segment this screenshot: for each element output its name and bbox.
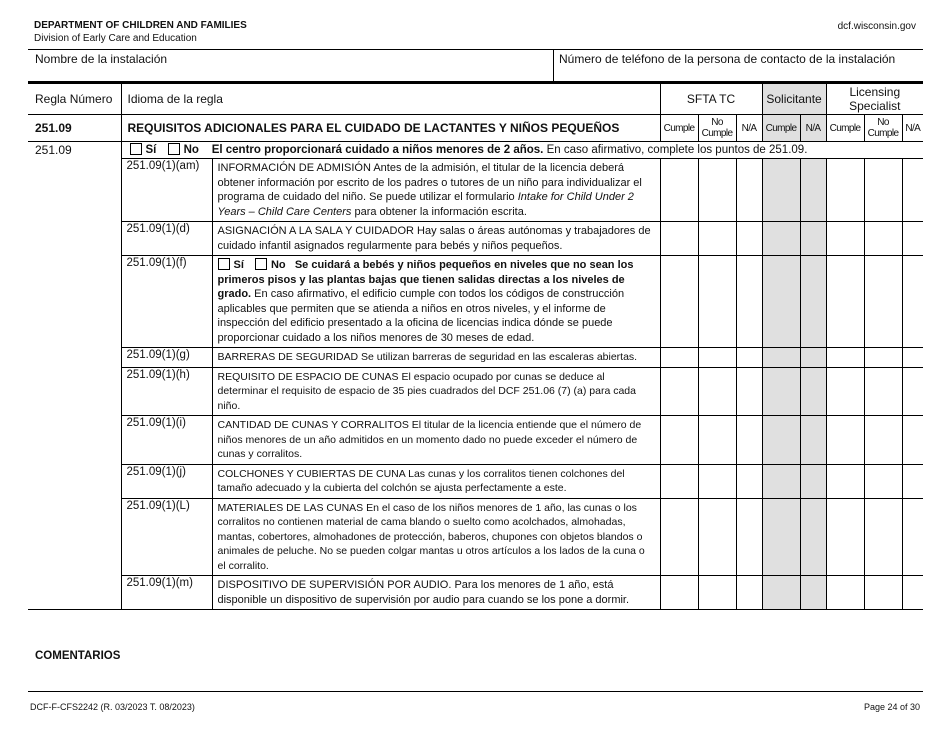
licensing-no-cumple-header: No Cumple <box>864 115 902 142</box>
table-row <box>28 256 923 348</box>
licensing-cumple-cell[interactable] <box>826 576 864 610</box>
licensing-na-cell[interactable] <box>902 348 923 368</box>
licensing-cumple-cell[interactable] <box>826 416 864 465</box>
section-row <box>28 115 923 142</box>
table-row <box>28 498 923 576</box>
sfta-cumple-cell[interactable] <box>660 222 698 256</box>
department-name: DEPARTMENT OF CHILDREN AND FAMILIES <box>34 20 247 31</box>
licensing-no-cumple-cell[interactable] <box>864 159 902 222</box>
table-row <box>28 159 923 222</box>
rule-text-after: para obtener la información escrita. <box>351 205 527 218</box>
table-row <box>28 464 923 498</box>
sfta-na-cell[interactable] <box>736 464 762 498</box>
page-number: Page 24 of 30 <box>863 702 920 712</box>
sfta-cumple-cell[interactable] <box>660 498 698 576</box>
applicant-cumple-cell[interactable] <box>762 576 800 610</box>
applicant-cumple-cell[interactable] <box>762 348 800 368</box>
sfta-no-cumple-cell[interactable] <box>698 367 736 416</box>
lead-question-bold: El centro proporcionará cuidado a niños menores de 2 años. <box>211 144 544 156</box>
rule-number-header: Regla Número <box>28 84 121 115</box>
applicant-header: Solicitante <box>762 84 826 115</box>
facility-name-label: Nombre de la instalación <box>35 52 168 66</box>
table-row <box>28 576 923 610</box>
applicant-na-cell[interactable] <box>800 222 826 256</box>
licensing-no-cumple-cell[interactable] <box>864 464 902 498</box>
rule-text: ASIGNACIÓN A LA SALA Y CUIDADOR Hay salas o áreas autónomas y trabajadores de cuidado infantil asignados regularmente para bebés y niños pequeños. <box>212 222 660 256</box>
yes-label: Sí <box>233 259 244 271</box>
section-number: 251.09 <box>28 115 121 142</box>
table-header-row <box>28 84 923 115</box>
sfta-cumple-cell[interactable] <box>660 464 698 498</box>
rule-id: 251.09(1)(i) <box>121 416 212 465</box>
yes-checkbox[interactable] <box>130 143 142 155</box>
rule-text-main: En caso afirmativo, el edificio cumple con todos los códigos de construcción aplicables que permiten que se atienda a niños en otros niveles, y el informe de inspección del edificio presentado a la oficina de licencias indica dónde se puede proporcionar cuidado a los niños menores de 30 meses de edad. <box>217 288 625 344</box>
rule-text <box>212 256 660 348</box>
sfta-cumple-cell[interactable] <box>660 416 698 465</box>
rule-text: MATERIALES DE LAS CUNAS En el caso de los niños menores de 1 año, las cunas o los corralitos no contienen material de cama blando o suelto como acolchados, almohadas, mantas, cobertores, almohadones de protección, baberos, chupones con objetos blandos o animales de peluche. No se pueden colgar mantas u otros artículos a los lados de la cuna o el corralito. <box>212 498 660 576</box>
sfta-na-cell[interactable] <box>736 222 762 256</box>
form-title: Intake for Child Under 2 Years – Child Care Centers <box>217 191 634 218</box>
applicant-na-header: N/A <box>800 115 826 142</box>
rule-id: 251.09(1)(d) <box>121 222 212 256</box>
licensing-no-cumple-cell[interactable] <box>864 498 902 576</box>
licensing-na-cell[interactable] <box>902 222 923 256</box>
applicant-na-cell[interactable] <box>800 498 826 576</box>
no-checkbox[interactable] <box>168 143 180 155</box>
rule-id: 251.09(1)(am) <box>121 159 212 222</box>
sfta-na-cell[interactable] <box>736 367 762 416</box>
yes-checkbox[interactable] <box>218 258 230 270</box>
sfta-header: SFTA TC <box>660 84 762 115</box>
lead-number-text: 251.09 <box>35 143 72 157</box>
division-name: Division of Early Care and Education <box>34 33 197 44</box>
licensing-na-cell[interactable] <box>902 416 923 465</box>
rule-text <box>212 159 660 222</box>
licensing-no-cumple-cell[interactable] <box>864 256 902 348</box>
sfta-cumple-header: Cumple <box>660 115 698 142</box>
comments-label: COMENTARIOS <box>35 650 121 662</box>
contact-phone-label: Número de teléfono de la persona de contacto de la instalación <box>559 52 896 66</box>
licensing-na-cell[interactable] <box>902 576 923 610</box>
licensing-cumple-cell[interactable] <box>826 256 864 348</box>
applicant-cumple-cell[interactable] <box>762 464 800 498</box>
sfta-no-cumple-cell[interactable] <box>698 498 736 576</box>
rule-text: COLCHONES Y CUBIERTAS DE CUNA Las cunas y los corralitos tienen colchones del tamaño adecuado y la cubierta del colchón se ajusta perfectamente a este. <box>212 464 660 498</box>
checklist-table <box>28 83 923 610</box>
sfta-na-cell[interactable] <box>736 416 762 465</box>
applicant-cumple-cell[interactable] <box>762 367 800 416</box>
footer-divider <box>28 691 923 692</box>
sfta-cumple-cell[interactable] <box>660 159 698 222</box>
sfta-no-cumple-cell[interactable] <box>698 159 736 222</box>
rule-id: 251.09(1)(f) <box>121 256 212 348</box>
yes-label: Sí <box>145 144 157 156</box>
licensing-na-cell[interactable] <box>902 498 923 576</box>
applicant-na-cell[interactable] <box>800 416 826 465</box>
rule-id: 251.09(1)(m) <box>121 576 212 610</box>
rule-text: REQUISITO DE ESPACIO DE CUNAS El espacio ocupado por cunas se deduce al determinar el requisito de espacio de 35 pies cuadrados del DCF 251.06 (7) (a) para cada niño. <box>212 367 660 416</box>
table-row <box>28 348 923 368</box>
rule-text-bold: Se cuidará a bebés y niños pequeños en niveles que no sean los primeros pisos y las plantas bajas que tienen salidas directas a los niveles de grado. <box>217 259 634 300</box>
licensing-no-cumple-cell[interactable] <box>864 348 902 368</box>
applicant-na-cell[interactable] <box>800 256 826 348</box>
sfta-cumple-cell[interactable] <box>660 256 698 348</box>
rule-text: CANTIDAD DE CUNAS Y CORRALITOS El titular de la licencia entiende que el número de niños menores de un año admitidos en un momento dado no puede exceder el número de cunas y corralitos. <box>212 416 660 465</box>
form-id: DCF-F-CFS2242 (R. 03/2023 T. 08/2023) <box>30 702 195 712</box>
licensing-header: Licensing Specialist <box>826 84 923 115</box>
applicant-na-cell[interactable] <box>800 348 826 368</box>
sfta-cumple-cell[interactable] <box>660 576 698 610</box>
licensing-cumple-cell[interactable] <box>826 498 864 576</box>
applicant-cumple-cell[interactable] <box>762 498 800 576</box>
table-row <box>28 416 923 465</box>
sfta-no-cumple-cell[interactable] <box>698 348 736 368</box>
licensing-cumple-cell[interactable] <box>826 348 864 368</box>
applicant-na-cell[interactable] <box>800 464 826 498</box>
licensing-cumple-cell[interactable] <box>826 464 864 498</box>
rule-id: 251.09(1)(h) <box>121 367 212 416</box>
lead-question-rest: En caso afirmativo, complete los puntos de 251.09. <box>543 144 808 156</box>
facility-name-field[interactable] <box>28 50 554 81</box>
rule-language-header: Idioma de la regla <box>121 84 660 115</box>
sfta-na-cell[interactable] <box>736 159 762 222</box>
sfta-no-cumple-cell[interactable] <box>698 416 736 465</box>
rule-id: 251.09(1)(j) <box>121 464 212 498</box>
lead-question-row <box>28 142 923 159</box>
licensing-cumple-cell[interactable] <box>826 367 864 416</box>
sfta-na-cell[interactable] <box>736 256 762 348</box>
table-row <box>28 222 923 256</box>
applicant-cumple-cell[interactable] <box>762 159 800 222</box>
sfta-no-cumple-cell[interactable] <box>698 256 736 348</box>
rule-text: DISPOSITIVO DE SUPERVISIÓN POR AUDIO. Para los menores de 1 año, está disponible un dispositivo de supervisión por audio para cuando se los pone a dormir. <box>212 576 660 610</box>
no-label: No <box>183 144 199 156</box>
licensing-na-cell[interactable] <box>902 159 923 222</box>
licensing-na-cell[interactable] <box>902 464 923 498</box>
contact-phone-field[interactable] <box>554 50 923 81</box>
applicant-cumple-cell[interactable] <box>762 222 800 256</box>
licensing-cumple-header: Cumple <box>826 115 864 142</box>
sfta-cumple-cell[interactable] <box>660 348 698 368</box>
lead-question <box>121 142 923 159</box>
sfta-na-cell[interactable] <box>736 498 762 576</box>
sfta-no-cumple-cell[interactable] <box>698 464 736 498</box>
licensing-no-cumple-cell[interactable] <box>864 367 902 416</box>
sfta-no-cumple-cell[interactable] <box>698 222 736 256</box>
sfta-na-cell[interactable] <box>736 576 762 610</box>
sfta-na-cell[interactable] <box>736 348 762 368</box>
licensing-na-header: N/A <box>902 115 923 142</box>
sfta-no-cumple-cell[interactable] <box>698 576 736 610</box>
rule-id: 251.09(1)(g) <box>121 348 212 368</box>
sfta-cumple-cell[interactable] <box>660 367 698 416</box>
rule-id: 251.09(1)(L) <box>121 498 212 576</box>
licensing-na-cell[interactable] <box>902 367 923 416</box>
table-row <box>28 367 923 416</box>
rule-text: BARRERAS DE SEGURIDAD Se utilizan barreras de seguridad en las escaleras abiertas. <box>212 348 660 368</box>
applicant-na-cell[interactable] <box>800 576 826 610</box>
sfta-no-cumple-header: No Cumple <box>698 115 736 142</box>
sfta-na-header: N/A <box>736 115 762 142</box>
licensing-no-cumple-cell[interactable] <box>864 222 902 256</box>
website: dcf.wisconsin.gov <box>837 21 916 32</box>
applicant-cumple-cell[interactable] <box>762 416 800 465</box>
licensing-no-cumple-cell[interactable] <box>864 416 902 465</box>
licensing-na-cell[interactable] <box>902 256 923 348</box>
no-label: No <box>270 259 286 271</box>
applicant-cumple-cell[interactable] <box>762 256 800 348</box>
licensing-no-cumple-cell[interactable] <box>864 576 902 610</box>
licensing-cumple-cell[interactable] <box>826 222 864 256</box>
lead-rule-number <box>28 142 121 610</box>
applicant-cumple-header: Cumple <box>762 115 800 142</box>
facility-info-row <box>28 49 923 83</box>
no-checkbox[interactable] <box>255 258 267 270</box>
applicant-na-cell[interactable] <box>800 367 826 416</box>
rule-text-main: INFORMACIÓN DE ADMISIÓN Antes de la admisión, el titular de la licencia deberá obtener información por escrito de los padres o tutores de un niño para individualizar el programa de cuidado del niño. Se puede utilizar el formulario <box>217 162 642 203</box>
applicant-na-cell[interactable] <box>800 159 826 222</box>
licensing-cumple-cell[interactable] <box>826 159 864 222</box>
section-title: REQUISITOS ADICIONALES PARA EL CUIDADO DE LACTANTES Y NIÑOS PEQUEÑOS <box>121 115 660 142</box>
page-header <box>34 20 247 46</box>
